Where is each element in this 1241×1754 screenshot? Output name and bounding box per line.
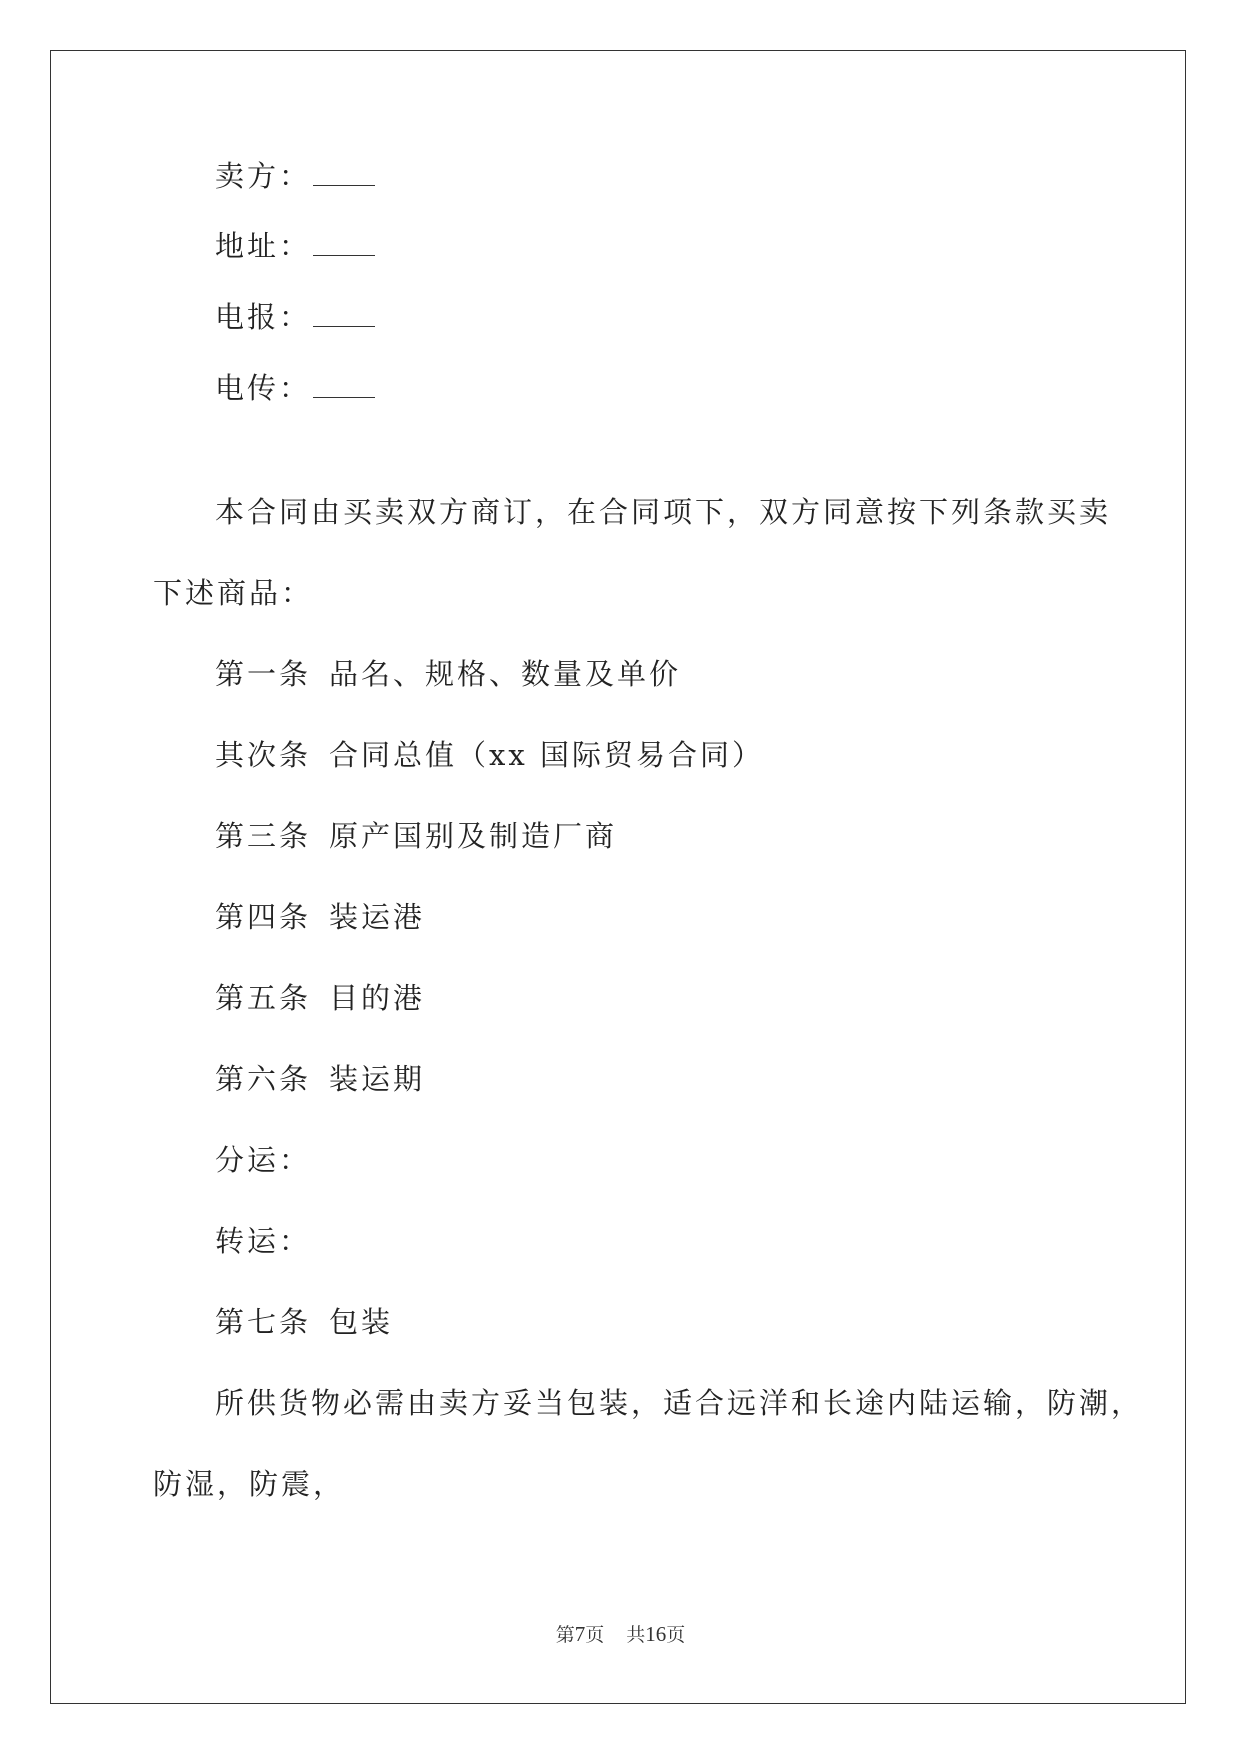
total-pages: 16 — [645, 1622, 667, 1646]
address-label: 地址： — [215, 229, 312, 263]
page-footer — [0, 1622, 1241, 1647]
article-2 — [215, 737, 764, 773]
seller-blank — [313, 161, 375, 186]
article-6-title: 装运期 — [329, 1062, 426, 1096]
article-1-num: 第一条 — [215, 657, 312, 691]
article-5-title: 目的港 — [329, 981, 426, 1015]
address-blank — [313, 231, 375, 256]
article-4 — [215, 899, 425, 935]
article-6 — [215, 1061, 425, 1097]
intro-line-1: 本合同由买卖双方商订，在合同项下，双方同意按下列条款买卖 — [215, 495, 1112, 529]
address-field — [215, 228, 375, 264]
article-6-num: 第六条 — [215, 1062, 312, 1096]
total-suffix: 页 — [666, 1624, 686, 1646]
article-3-num: 第三条 — [215, 819, 312, 853]
fax-label: 电传： — [215, 371, 312, 405]
article-3-title: 原产国别及制造厂商 — [329, 819, 618, 853]
article-2-title: 合同总值（xx 国际贸易合同） — [329, 738, 764, 772]
article-7 — [215, 1304, 393, 1340]
article-4-title: 装运港 — [329, 900, 426, 934]
partial-shipment-label: 分运： — [215, 1143, 312, 1177]
fax-blank — [313, 373, 375, 398]
packing-line-1: 所供货物必需由卖方妥当包装，适合远洋和长途内陆运输，防潮， — [215, 1386, 1144, 1420]
transshipment-label: 转运： — [215, 1224, 312, 1258]
article-1-title: 品名、规格、数量及单价 — [329, 657, 682, 691]
intro-line-2: 下述商品： — [153, 576, 314, 610]
page-number: 7 — [574, 1622, 586, 1646]
article-7-num: 第七条 — [215, 1305, 312, 1339]
article-1 — [215, 656, 681, 692]
fax-field — [215, 370, 375, 406]
page-prefix: 第 — [555, 1624, 575, 1646]
seller-label: 卖方： — [215, 159, 312, 193]
telegraph-label: 电报： — [215, 300, 312, 334]
article-5-num: 第五条 — [215, 981, 312, 1015]
article-7-title: 包装 — [329, 1305, 394, 1339]
article-4-num: 第四条 — [215, 900, 312, 934]
article-3 — [215, 818, 617, 854]
telegraph-field — [215, 299, 375, 335]
packing-line-2: 防湿，防震， — [153, 1467, 346, 1501]
page-suffix: 页 — [585, 1624, 605, 1646]
article-2-num: 其次条 — [215, 738, 312, 772]
total-prefix: 共 — [626, 1624, 646, 1646]
article-5 — [215, 980, 425, 1016]
seller-field — [215, 158, 375, 194]
telegraph-blank — [313, 302, 375, 327]
